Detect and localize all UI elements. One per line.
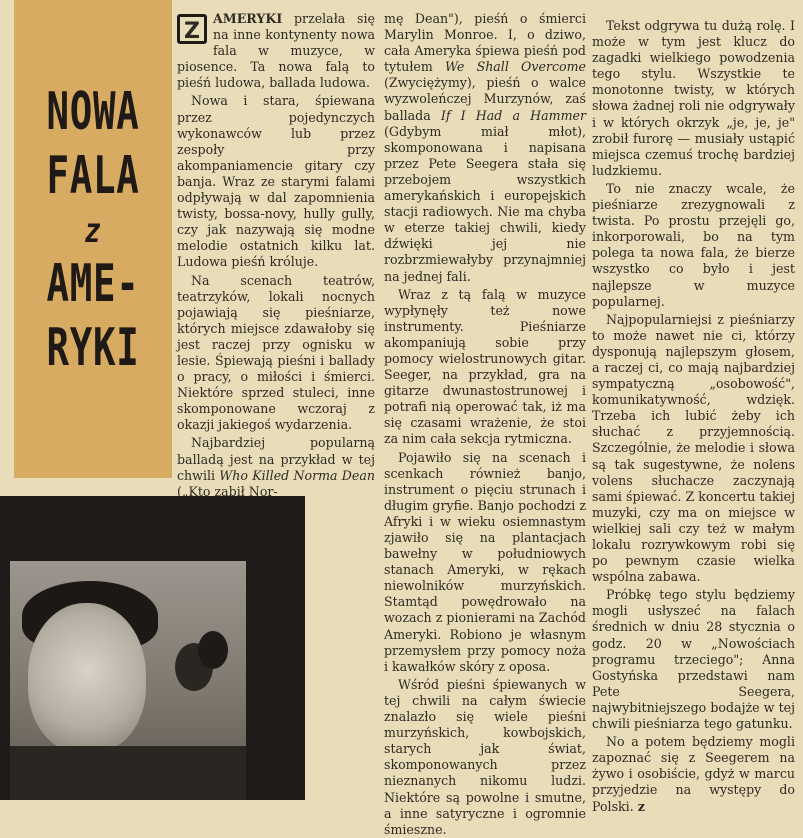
title-line-1: NOWA	[46, 82, 140, 142]
end-mark: z	[637, 798, 645, 814]
paragraph	[177, 11, 375, 91]
lead-word: AMERYKI	[213, 11, 283, 26]
title-line-5: RYKI	[46, 318, 140, 378]
paragraph-text: („Kto zabił Nor-	[177, 483, 278, 499]
article-title	[18, 82, 168, 386]
title-line-3: z	[84, 211, 102, 251]
photo-background-figure	[198, 631, 228, 669]
drop-cap: Z	[177, 14, 207, 44]
paragraph: To nie znaczy wcale, że pieśniarze zrezygnowali z twista. Po prostu przejęli go, inkorporowali, bo na tym polega ta nowa fala, że bierze wszystko co było i jest najlepsze w muzyce popularnej.	[592, 180, 795, 309]
paragraph: Pojawiło się na scenach i scenkach również banjo, instrument o pięciu strunach i długim gryfie. Banjo pochodzi z Afryki i w wieku osiemnastym zjawiło się na plantacjach bawełny w południowych stanach Ameryki, w rękach niewolników murzyńskich. Stamtąd powędrowało na wozach z pionierami na Zachód Ameryki. Robiono je własnym przemysłem przy pomocy noża i kawałków skóry z oposa.	[384, 449, 586, 674]
paragraph	[592, 734, 795, 814]
paragraph: Wraz z tą falą w muzyce wypłynęły też nowe instrumenty. Pieśniarze akompaniują sobie przy pomocy wielostrunowych gitar. Seeger, na przykład, gra na gitarze dwunastostrunowej i potrafi nią operować tak, iż ma się czasami wrażenie, że stoi za nim cała sekcja rytmiczna.	[384, 286, 586, 447]
article-column-1	[177, 11, 375, 500]
paragraph: Próbkę tego stylu będziemy mogli usłyszeć na falach średnich w dniu 28 stycznia o godz. 20 w „Nowościach programu trzeciego"; Anna Gostyńska przedstawi nam Pete Seegera, najwybitniejszego bodajże w tej chwili pieśniarza tego gatunku.	[592, 587, 795, 732]
paragraph-text: przelała się na inne kontynenty nowa fala w muzyce, w piosence. Ta nowa falą to pieśń ludowa, ballada ludowa.	[177, 11, 375, 91]
paragraph-text: No a potem będziemy mogli zapoznać się z Seegerem na żywo i osobiście, gdyż w marcu przyjedzie na występy do Polski.	[592, 734, 795, 814]
paragraph-text: (Gdybym miał młot), skomponowana i napisana przez Pete Seegera stała się przebojem wszystkich amerykańskich i europejskich stacji radiowych. Nie ma chyba w eterze takiej chwili, kiedy dźwięki jej nie rozbrzmiewałyby przynajmniej na jednej fali.	[384, 123, 586, 284]
paragraph: Najpopularniejsi z pieśniarzy to może nawet nie ci, którzy dysponują najlepszym głosem, a raczej ci, co mają najbardziej sympatyczną „osobowość", komunikatywność, wdzięk. Trzeba ich lubić żeby ich słuchać z przyjemnością. Szczególnie, że melodie i słowa są tak sugestywne, że nolens volens słuchacze zaczynają sami śpiewać. Z koncertu takiej muzyki, czy ma on miejsce w wielkiej sali czy też w małym lokalu rozrywkowym robi się po pewnym czasie wielka wspólna zabawa.	[592, 311, 795, 585]
paragraph	[177, 435, 375, 499]
photo-face-shape	[28, 603, 146, 753]
article-column-2	[384, 11, 586, 838]
paragraph: Tekst odgrywa tu dużą rolę. I może w tym jest klucz do zagadki wielkiego powodzenia tego stylu. Wszystkie te monotonne twisty, w których słowa żadnej roli nie odgrywały i w których okrzyk „je, je, je" zrobił furorę — musiały ustąpić miejsca czemuś trochę bardziej ludzkiemu.	[592, 18, 795, 178]
song-title: We Shall Overcome	[445, 59, 586, 75]
paragraph-text: Najbardziej popularną balladą jest na przykład w tej chwili	[177, 435, 375, 483]
singer-photo	[10, 561, 246, 800]
paragraph: Na scenach teatrów, teatrzyków, lokali nocnych pojawiają się pieśniarze, których miejsce zdawałoby się jest raczej przy ognisku w lesie. Śpiewają pieśni i ballady o pracy, o miłości i śmierci. Niektóre sprzed stuleci, inne skomponowane wczoraj z okazji jakiegoś wydarzenia.	[177, 272, 375, 433]
title-line-4: AME-	[46, 254, 140, 314]
paragraph-text: mę Dean"), pieśń o śmierci Marylin Monroe. I, o dziwo, cała Ameryka śpiewa pieśń pod tytułem	[384, 11, 586, 75]
song-title: If I Had a Hammer	[440, 107, 586, 123]
article-column-3	[592, 18, 795, 815]
title-line-2: FALA	[46, 146, 140, 206]
paragraph	[384, 11, 586, 285]
song-title: Who Killed Norma Dean	[219, 467, 375, 483]
paragraph: Nowa i stara, śpiewana przez pojedynczych wykonawców lub przez zespoły przy akompaniamencie gitary czy banja. Wraz ze starymi falami odpływają w dal zapomnienia twisty, bossa-novy, hully gully, czy jak nazywają się modne melodie ostatnich kilku lat. Ludowa pieśń króluje.	[177, 93, 375, 270]
paragraph: Wśród pieśni śpiewanych w tej chwili na całym świecie znalazło się wiele pieśni murzyńskich, kowbojskich, starych jak świat, skomponowanych przez nieznanych nikomu ludzi. Niektóre są powolne i smutne, a inne satyryczne i ogromnie śmieszne.	[384, 676, 586, 837]
paragraph-text: (Zwyciężymy), pieśń o walce wyzwoleńczej Murzynów, zaś ballada	[384, 75, 586, 123]
photo-shoulders-shape	[10, 746, 246, 800]
